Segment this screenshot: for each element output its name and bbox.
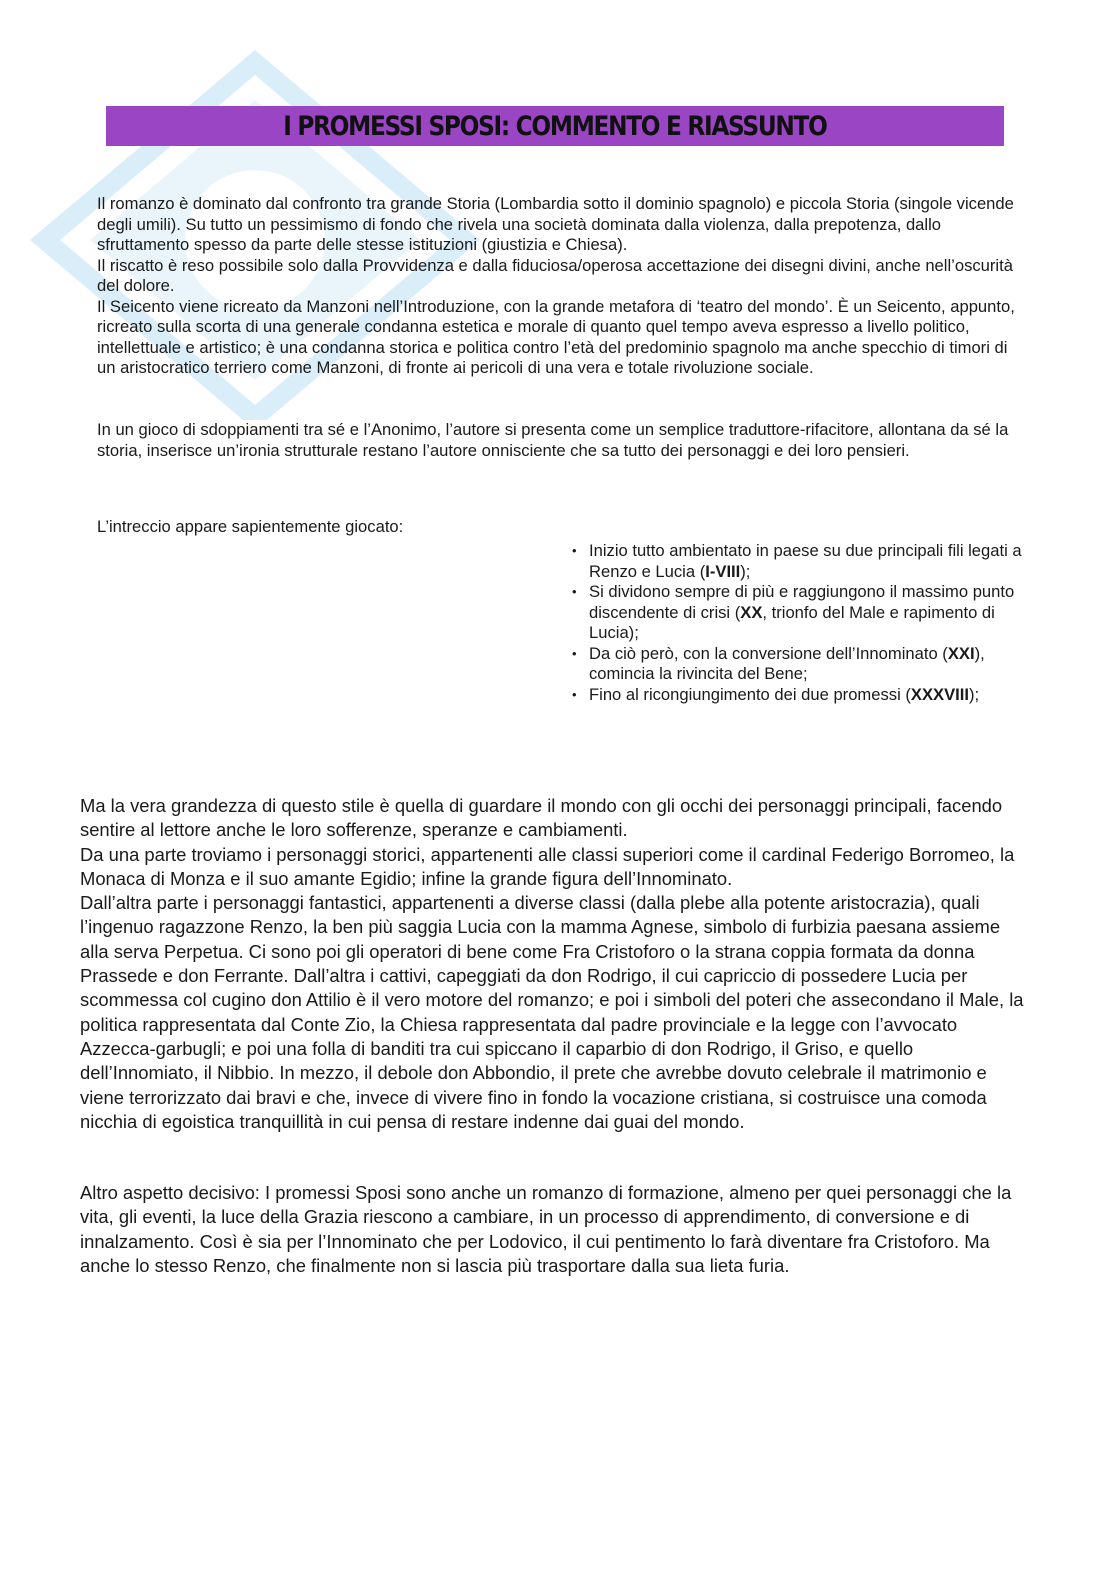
title-bar [106, 106, 1004, 146]
list-item: • Fino al ricongiungimento dei due promessi (XXXVIII); [572, 685, 1022, 706]
paragraph: Il Seicento viene ricreato da Manzoni nell’Introduzione, con la grande metafora di ‘teatro del mondo’. È un Seicento, appunto, ricreato sulla scorta di una generale condanna estetica e morale di quanto quel tempo aveva espresso a livello politico, intellettuale e artistico; è una condanna storica e politica contro l’età del predominio spagnolo ma anche specchio di timori di un aristocratico terriero come Manzoni, di fronte ai pericoli di una vera e totale rivoluzione sociale. [97, 296, 1015, 377]
list-item: • Si dividono sempre di più e raggiungono il massimo punto discendente di crisi (XX, trionfo del Male e rapimento di Lucia); [572, 582, 1022, 644]
list-item: • Inizio tutto ambientato in paese su due principali fili legati a Renzo e Lucia (I-VIII); [572, 541, 1022, 582]
paragraph: Ma la vera grandezza di questo stile è quella di guardare il mondo con gli occhi dei personaggi principali, facendo sentire al lettore anche le loro sofferenze, speranze e cambiamenti. [80, 795, 1003, 841]
paragraph: Il riscatto è reso possibile solo dalla Provvidenza e dalla fiduciosa/operosa accettazione dei disegni divini, anche nell’oscurità del dolore. [97, 255, 1013, 295]
page-title: I PROMESSI SPOSI: COMMENTO E RIASSUNTO [283, 110, 827, 142]
plot-intro: L’intreccio appare sapientemente giocato: [97, 517, 404, 536]
paragraph: Il romanzo è dominato dal confronto tra grande Storia (Lombardia sotto il dominio spagnolo) e piccola Storia (singole vicende degli umili). Su tutto un pessimismo di fondo che rivela una società dominata dalla violenza, dalla prepotenza, dallo sfruttamento spesso da parte delle stesse istituzioni (giustizia e Chiesa). [97, 194, 1014, 254]
list-item: • Da ciò però, con la conversione dell’Innominato (XXI), comincia la rivincita del Bene; [572, 644, 1022, 685]
paragraph: Dall’altra parte i personaggi fantastici, appartenenti a diverse classi (dalla plebe alla potente aristocrazia), quali l’ingenuo ragazzone Renzo, la ben più saggia Lucia con la mamma Agnese, simbolo di furbizia paesana assieme alla serva Perpetua. Ci sono poi gli operatori di bene come Fra Cristoforo o la strana coppia formata da donna Prassede e don Ferrante. Dall’altra i cattivi, capeggiati da don Rodrigo, il cui capriccio di possedere Lucia per scommessa col cugino don Attilio è il vero motore del romanzo; e poi i simboli del poteri che assecondano il Male, la politica rappresentata dal Conte Zio, la Chiesa rappresentata dal padre provinciale e la legge con l’avvocato Azzecca-garbugli; e poi una folla di banditi tra cui spiccano il caparbio di don Rodrigo, il Griso, e quello dell’Innomiato, il Nibbio. In mezzo, il debole don Abbondio, il prete che avrebbe dovuto celebrale il matrimonio e viene terrorizzato dai bravi e che, invece di vivere fino in fondo la vocazione cristiana, si costruisce una comoda nicchia di egoistica tranquillità in cui pensa di restare indenne dai guai del mondo. [80, 892, 1024, 1132]
intro-section [97, 194, 1022, 379]
plot-list [572, 541, 1022, 705]
paragraph: In un gioco di sdoppiamenti tra sé e l’Anonimo, l’autore si presenta come un semplice traduttore-rifacitore, allontana da sé la storia, inserisce un’ironia strutturale restano l’autore onnisciente che sa tutto dei personaggi e dei loro pensieri. [97, 420, 1009, 460]
characters-section [80, 794, 1025, 1134]
narrator-section [97, 420, 1022, 461]
paragraph: Altro aspetto decisivo: I promessi Sposi sono anche un romanzo di formazione, almeno per quei personaggi che la vita, gli eventi, la luce della Grazia riescono a cambiare, in un processo di apprendimento, di conversione e di innalzamento. Così è sia per l’Innominato che per Lodovico, il cui pentimento lo farà diventare fra Cristoforo. Ma anche lo stesso Renzo, che finalmente non si lascia più trasportare dalla sua lieta furia. [80, 1182, 1012, 1276]
paragraph: Da una parte troviamo i personaggi storici, appartenenti alle classi superiori come il cardinal Federigo Borromeo, la Monaca di Monza e il suo amante Egidio; infine la grande figura dell’Innominato. [80, 843, 1015, 889]
formation-section [80, 1181, 1025, 1278]
